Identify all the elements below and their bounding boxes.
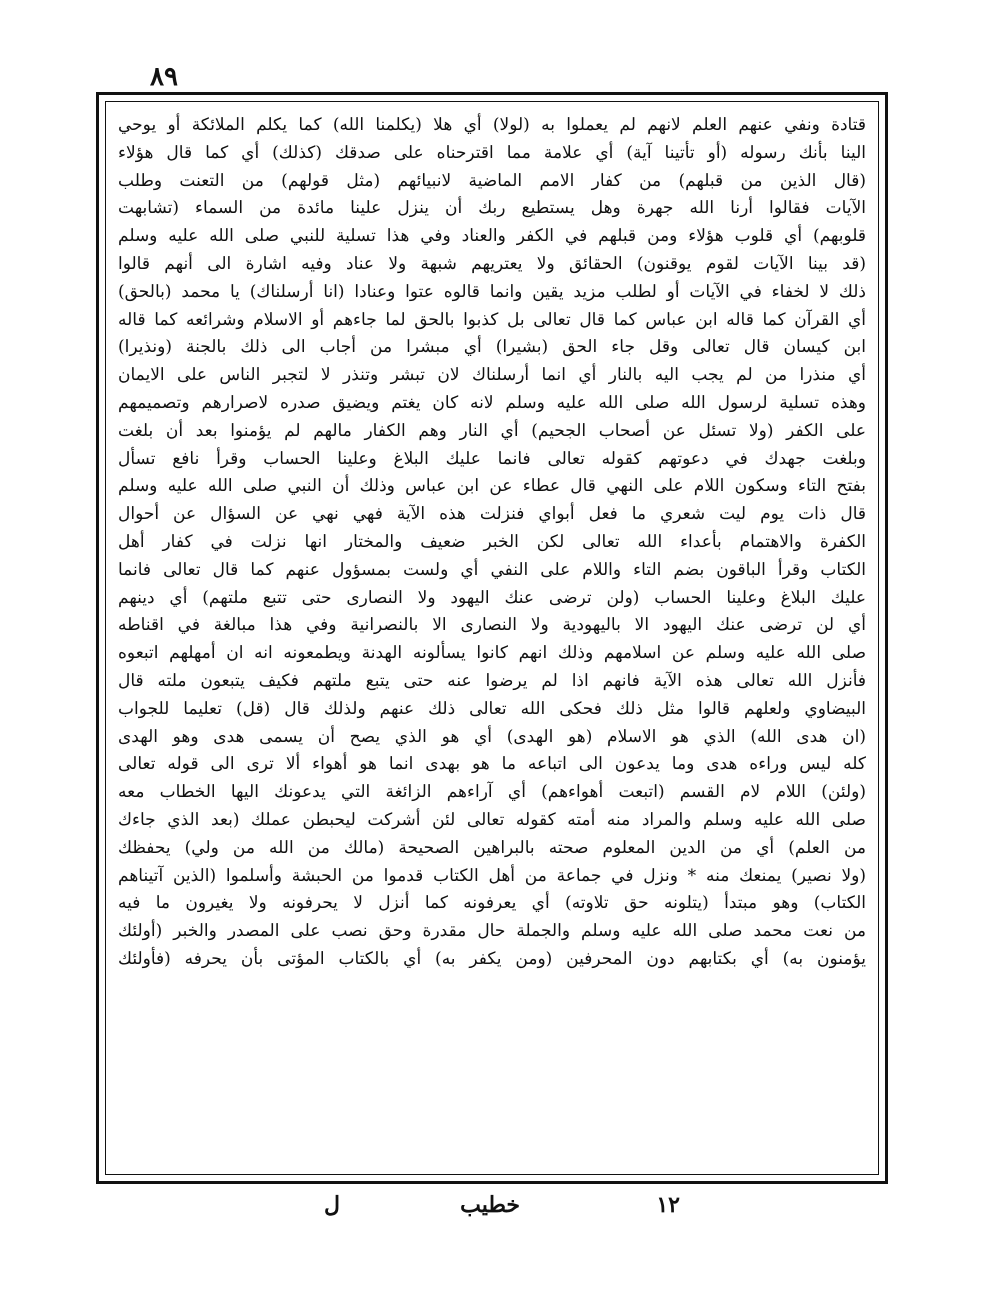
text-line: عليك البلاغ وعلينا الحساب (ولن ترضى عنك اليهود ولا النصارى حتى تتبع ملتهم) أي دينهم — [118, 587, 866, 608]
text-line: قلوبهم) أي قلوب هؤلاء ومن قبلهم في الكفر والعناد وفي هذا تسلية للنبي صلى الله عليه وسلم — [118, 226, 866, 247]
text-line: من العلم) أي من الدين المعلوم صحته بالبراهين الصحيحة (مالك من الله من ولي) يحفظك — [118, 837, 866, 858]
text-line: أي منذرا من لم يجب اليه بالنار أي انما أرسلناك لان تبشر وتنذر لا لتجبر الناس على الايمان — [118, 365, 866, 386]
inner-frame — [105, 101, 879, 1175]
text-line: الكتاب) وهو مبتدأ (يتلونه حق تلاوته) أي يعرفونه كما أنزل لا يحرفونه ولا يغيرون ما فيه — [118, 893, 866, 914]
text-line — [118, 1002, 866, 1030]
signature-number: ١٢ — [656, 1192, 680, 1218]
text-line: كله ليس وراءه هدى وما يدعون الى اتباعه ما هو بهدى انما هو أهواء ألا ترى الى قوله تعالى — [118, 754, 866, 775]
text-line: الينا بأنك رسوله (أو تأتينا آية) أي علامة مما اقترحناه على صدقك (كذلك) أي كما قال هؤلاء — [118, 142, 866, 163]
text-line: (ان هدى الله) الذي هو الاسلام (هو الهدى) أي هو الذي يصح أن يسمى هدى وهو الهدى — [118, 726, 866, 747]
signature-name: خطيب — [460, 1192, 520, 1218]
text-line — [118, 1029, 866, 1057]
text-line: صلى الله عليه وسلم عن اسلامهم وذلك انهم كانوا يسألونه الهدنة ويطمعونه انه ان أمهلهم اتبعوه — [118, 643, 866, 664]
text-line: على الكفر (ولا تسئل عن أصحاب الجحيم) أي النار وهم الكفار مالهم لم يؤمنوا بعد أن بلغت — [118, 420, 866, 441]
text-line: وبلغت جهدك في دعوتهم كقوله تعالى فانما عليك البلاغ وعلينا الحساب وقرأ نافع تسأل — [118, 448, 866, 469]
text-line: ذلك لا لخفاء في الآيات أو لطلب مزيد يقين وانما قالوه عتوا وعنادا (انا أرسلناك) يا محمد (بالحق) — [118, 281, 866, 302]
text-line: الآيات فقالوا أرنا الله جهرة وهل يستطيع ربك أن ينزل علينا مائدة من السماء (تشابهت — [118, 198, 866, 219]
text-line — [118, 974, 866, 1002]
text-line: قتادة ونفي عنهم العلم لانهم لم يعملوا به (لولا) أي هلا (يكلمنا الله) كما يكلم الملائكة أو يوحي — [118, 115, 866, 135]
text-line: البيضاوي ولعلهم قالوا مثل ذلك فحكى الله تعالى ذلك عنهم ولذلك قال (قل) تعليما للجواب — [118, 698, 866, 719]
text-line: فأنزل الله تعالى هذه الآية فانهم اذا لم يرضوا عنه حتى يتبع ملتهم فكيف يتبعون ملته قال — [118, 670, 866, 691]
page-frame — [96, 92, 888, 1184]
page-number: ٨٩ — [150, 62, 178, 92]
text-line: (ولا نصير) يمنعك منه * ونزل في جماعة من أهل الكتاب قدموا من الحبشة وأسلموا (الذين آتيناهم — [118, 865, 866, 886]
text-line: الكفرة والاهتمام بأعداء الله تعالى لكن الخبر ضعيف والمختار انها نزلت في كفار أهل — [118, 531, 866, 552]
text-line — [118, 1113, 866, 1141]
text-line: أي لن ترضى عنك اليهود الا باليهودية ولا النصارى الا بالنصرانية وفي هذا مبالغة في اقناطه — [118, 615, 866, 636]
main-text — [118, 112, 866, 1166]
text-line: أي القرآن كما قاله ابن عباس كما قال تعالى بل كذبوا بالحق لما جاءهم أو الاسلام وشرائعه كما قاله — [118, 309, 866, 330]
text-line: قال ذات يوم ليت شعري ما فعل أبواي فنزلت هذه الآية فهي نهي عن السؤال عن أحوال — [118, 504, 866, 525]
text-line: الكتاب وقرأ الباقون بضم التاء واللام على النفي أي ولست بمسؤول عنهم كما قال تعالى فانما — [118, 559, 866, 580]
text-line: (ولئن) اللام لام القسم (اتبعت أهواءهم) أي آراءهم الزائغة التي يدعونك اليها الخطاب معه — [118, 782, 866, 803]
text-line — [118, 1085, 866, 1113]
text-line — [118, 1140, 866, 1166]
text-line: من نعت محمد صلى الله عليه وسلم والجملة حال مقدرة وحق نصب على المصدر والخبر (أولئك — [118, 921, 866, 942]
page-footer — [300, 1192, 700, 1222]
text-line: صلى الله عليه وسلم والمراد منه أمته كقوله تعالى لئن أشركت ليحبطن عملك (بعد الذي جاءك — [118, 809, 866, 830]
text-line: (قال الذين من قبلهم) من كفار الامم الماضية لانبيائهم (مثل قولهم) من التعنت وطلب — [118, 170, 866, 191]
text-line — [118, 1057, 866, 1085]
text-line: بفتح التاء وسكون اللام على النهي قال عطاء عن ابن عباس وذلك أن النبي صلى الله عليه وسلم — [118, 476, 866, 497]
text-line: (قد بينا الآيات لقوم يوقنون) الحقائق ولا يعتريهم شبهة ولا عناد وفيه اشارة الى أنهم قالوا — [118, 253, 866, 274]
signature-letter: ل — [324, 1192, 340, 1218]
text-line: وهذه تسلية لرسول الله صلى الله عليه وسلم لانه كان يغتم ويضيق صدره لاصرارهم وتصميمهم — [118, 392, 866, 413]
text-line: يؤمنون به) أي بكتابهم دون المحرفين (ومن يكفر به) أي بالكتاب المؤتى بأن يحرفه (فأولئك — [118, 948, 866, 969]
text-line: ابن كيسان قال تعالى وقل جاء الحق (بشيرا) أي مبشرا من أجاب الى ذلك بالجنة (ونذيرا) — [118, 337, 866, 358]
